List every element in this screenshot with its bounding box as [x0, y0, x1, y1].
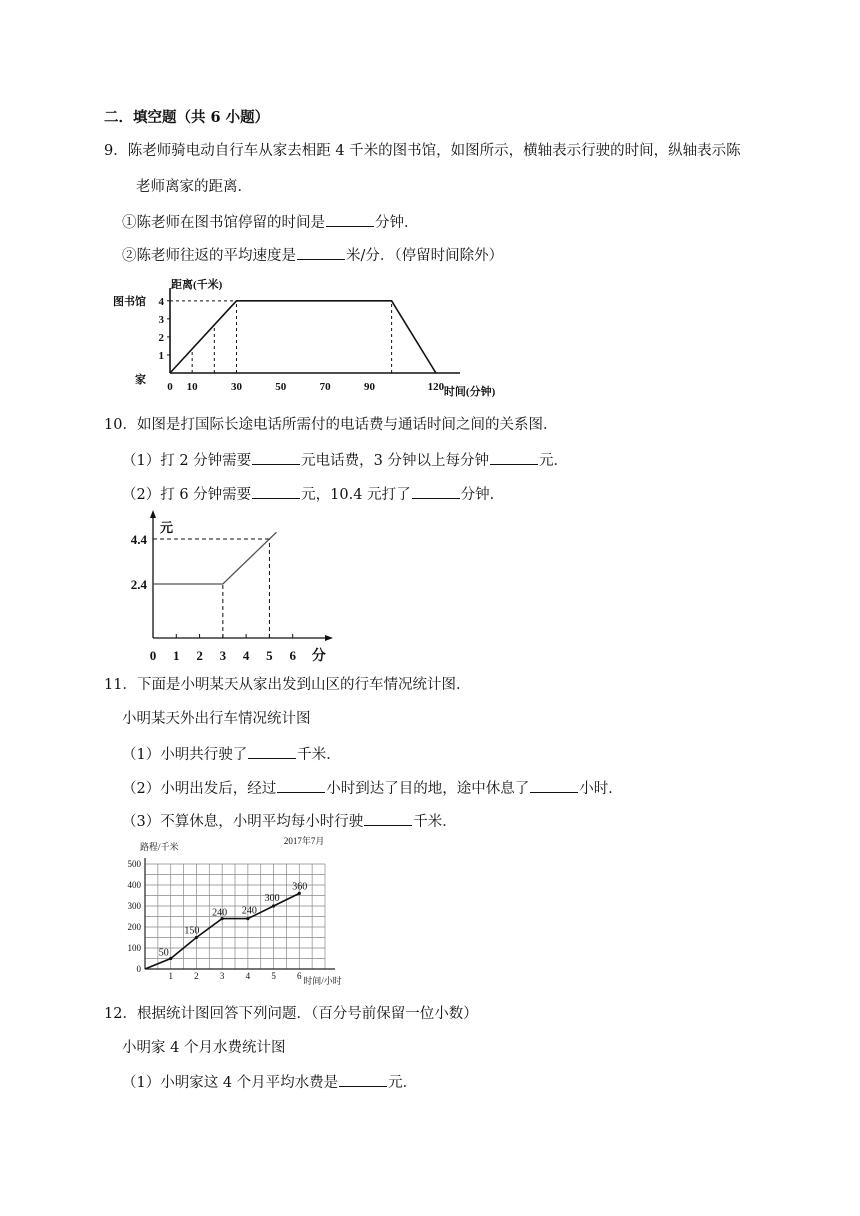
q11-stem: 11．下面是小明某天从家出发到山区的行车情况统计图． [104, 677, 471, 693]
x-tick-label: 50 [275, 381, 287, 393]
q10-sub2 [122, 484, 504, 505]
q11-sub2-text: （2）小明出发后，经过 [122, 781, 277, 797]
y-annotation-library: 图书馆 [113, 295, 146, 308]
y-tick-label: 400 [127, 880, 141, 890]
q9-distance-time-chart [113, 278, 496, 403]
y-tick-label: 4 [158, 295, 164, 308]
x-axis-label: 时间/小时 [303, 976, 342, 986]
q9-answer-blank-2[interactable] [297, 245, 345, 260]
q9-answer-blank-1[interactable] [326, 212, 374, 227]
q9-stem-line2: 老师离家的距离． [136, 179, 252, 195]
x-tick-label: 6 [289, 648, 296, 663]
q11-answer-blank-4[interactable] [364, 811, 412, 826]
q10-sub1-text: （1）打 2 分钟需要 [122, 453, 252, 469]
q10-answer-blank-3[interactable] [252, 484, 300, 499]
y-annotation-home: 家 [135, 374, 146, 386]
q12-sub1 [122, 1072, 417, 1093]
q10-answer-blank-4[interactable] [412, 484, 460, 499]
q10-sub1-mid: 元电话费，3 分钟以上每分钟 [301, 453, 490, 469]
data-label: 300 [264, 893, 280, 904]
q9-sub2 [122, 245, 503, 266]
section-header: 二．填空题（共 6 小题） [104, 109, 270, 126]
y-tick-label: 2 [158, 331, 164, 344]
q11-sub3 [122, 811, 457, 832]
x-axis-label: 时间(分钟) [443, 386, 496, 398]
q11-chart-title: 小明某天外出行车情况统计图 [122, 711, 311, 727]
data-label: 240 [241, 905, 257, 917]
q11-answer-blank-3[interactable] [530, 778, 578, 793]
q12-sub1-tail: 元． [388, 1075, 418, 1091]
x-axis-arrow [325, 635, 333, 641]
data-point [169, 957, 172, 960]
data-label: 150 [184, 925, 200, 937]
x-tick-label: 5 [271, 971, 276, 981]
q9-stem-line1: 9．陈老师骑电动自行车从家去相距 4 千米的图书馆，如图所示，横轴表示行驶的时间，纵轴表示陈 [104, 143, 741, 159]
q11-sub1 [122, 744, 341, 765]
q11-travel-chart [118, 838, 373, 988]
x-tick-label: 3 [219, 648, 227, 663]
x-tick-label: 6 [297, 971, 302, 981]
y-axis-label: 距离(千米) [171, 279, 223, 291]
q12-answer-blank-1[interactable] [339, 1072, 387, 1087]
q12-chart-title: 小明家 4 个月水费统计图 [122, 1040, 286, 1056]
q9-sub1-text: ①陈老师在图书馆停留的时间是 [122, 215, 325, 231]
q11-sub1-tail: 千米． [297, 747, 341, 763]
q10-phone-fee-chart [118, 510, 343, 665]
x-tick-label: 30 [230, 381, 242, 393]
q11-sub2-tail: 小时． [579, 781, 623, 797]
x-tick-label: 2 [196, 648, 203, 663]
x-tick-label: 0 [167, 381, 173, 393]
q10-sub2-text: （2）打 6 分钟需要 [122, 487, 252, 503]
data-label: 50 [158, 947, 169, 959]
y-axis-arrow [150, 510, 156, 518]
q11-answer-blank-2[interactable] [277, 778, 325, 793]
data-point [246, 917, 249, 920]
q11-sub1-text: （1）小明共行驶了 [122, 747, 248, 763]
q10-sub1 [122, 450, 568, 471]
x-tick-label: 5 [266, 648, 273, 663]
q10-sub2-tail: 分钟． [460, 487, 505, 503]
x-tick-label: 120 [427, 381, 445, 393]
q11-sub3-tail: 千米． [413, 814, 457, 830]
x-tick-label: 1 [168, 971, 173, 981]
x-tick-label: 70 [319, 381, 331, 393]
q11-answer-blank-1[interactable] [248, 744, 296, 759]
q11-sub2-mid: 小时到达了目的地，途中休息了 [326, 781, 530, 797]
q9-sub2-tail: 米/分．（停留时间除外） [346, 248, 504, 264]
q11-sub3-text: （3）不算休息，小明平均每小时行驶 [122, 814, 364, 830]
y-tick-label: 500 [127, 859, 141, 869]
y-tick-label: 300 [127, 901, 141, 911]
q10-sub2-mid: 元，10.4 元打了 [301, 487, 411, 503]
x-tick-label: 0 [149, 648, 157, 663]
x-axis-label: 分 [311, 649, 326, 664]
q9-sub1 [122, 212, 419, 233]
q10-answer-blank-2[interactable] [490, 450, 538, 465]
x-tick-label: 4 [242, 648, 250, 663]
y-tick-label: 0 [136, 964, 141, 974]
chart-subtitle: 2017年7月 [283, 836, 325, 846]
x-tick-label: 2 [194, 971, 199, 981]
data-point [272, 904, 275, 907]
fee-series-line [153, 532, 276, 584]
y-tick-label: 1 [158, 349, 164, 362]
q12-stem: 12．根据统计图回答下列问题．（百分号前保留一位小数） [104, 1006, 478, 1022]
y-tick-label: 100 [127, 943, 141, 953]
y-tick-label: 3 [158, 313, 164, 326]
y-axis-label: 元 [160, 520, 174, 535]
y-tick-label: 200 [127, 922, 141, 932]
data-label: 240 [212, 907, 228, 919]
q10-stem: 10．如图是打国际长途电话所需付的电话费与通话时间之间的关系图． [104, 417, 558, 433]
q10-answer-blank-1[interactable] [252, 450, 300, 465]
data-label: 360 [292, 881, 308, 893]
x-tick-label: 4 [245, 971, 251, 981]
q11-sub2 [122, 778, 623, 799]
distance-series-line [170, 301, 436, 373]
x-tick-label: 1 [173, 648, 180, 663]
x-tick-label: 3 [219, 971, 225, 981]
y-tick-label: 4.4 [130, 532, 147, 547]
x-tick-label: 90 [363, 381, 375, 393]
q9-sub1-tail: 分钟． [375, 215, 419, 231]
q12-sub1-text: （1）小明家这 4 个月平均水费是 [122, 1075, 339, 1091]
y-tick-label: 2.4 [130, 577, 147, 592]
x-tick-label: 10 [186, 381, 198, 393]
q9-sub2-text: ②陈老师往返的平均速度是 [122, 248, 296, 264]
q10-sub1-tail: 元． [539, 453, 569, 469]
y-axis-label: 路程/千米 [140, 842, 179, 852]
